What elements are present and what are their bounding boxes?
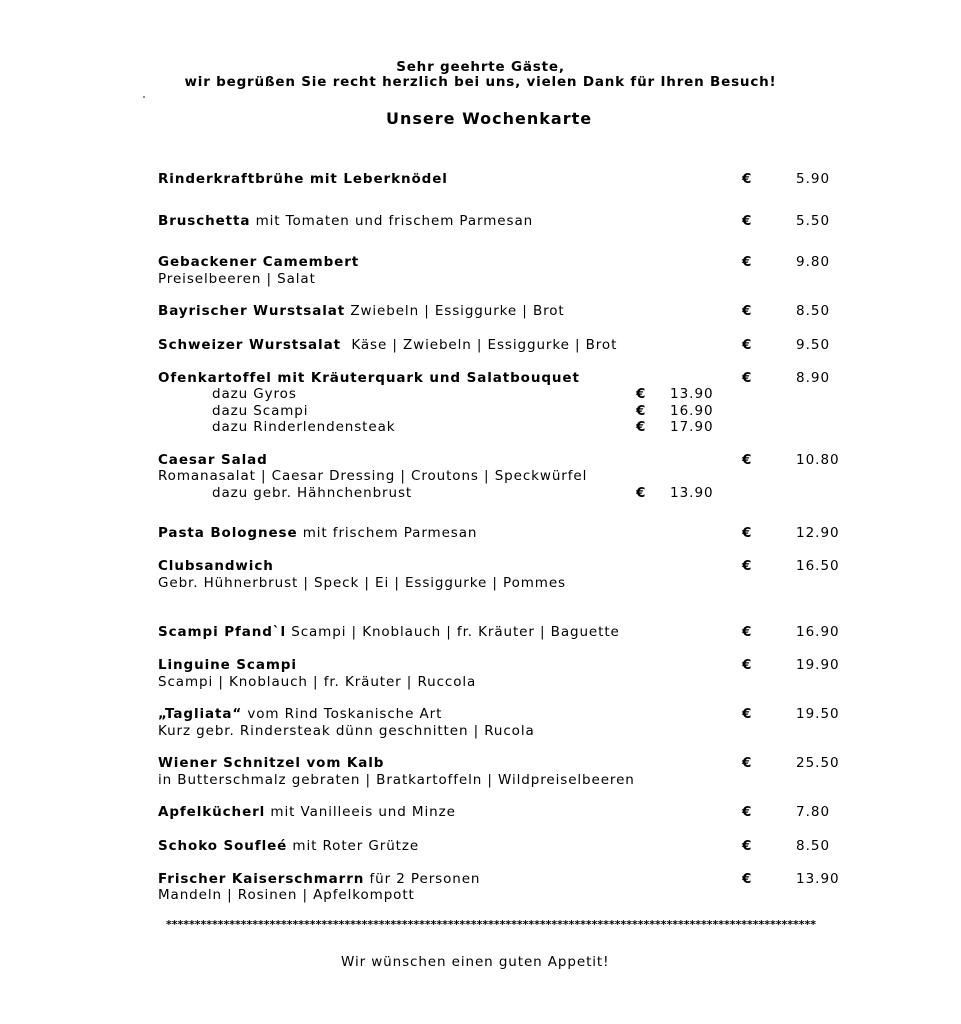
closing-message: Wir wünschen einen guten Appetit!	[341, 954, 610, 970]
extra-price: 16.90	[670, 403, 714, 419]
euro-sign: €	[636, 386, 646, 402]
item-name-rest: mit Vanilleeis und Minze	[265, 804, 456, 820]
euro-sign: €	[742, 303, 752, 319]
euro-sign: €	[636, 403, 646, 419]
page-title: Unsere Wochenkarte	[386, 109, 593, 128]
item-price: 12.90	[796, 525, 840, 541]
item-name: Linguine Scampi	[158, 657, 297, 673]
item-name	[158, 838, 419, 854]
euro-sign: €	[742, 558, 752, 574]
item-name-bold: Bayrischer Wurstsalat	[158, 303, 346, 319]
item-name-rest: für 2 Personen	[364, 871, 481, 887]
item-name-rest: Käse | Zwiebeln | Essiggurke | Brot	[340, 337, 618, 353]
euro-sign: €	[636, 419, 646, 435]
greeting-line-1: Sehr geehrte Gäste,	[396, 59, 565, 75]
item-name-rest: Scampi | Knoblauch | fr. Kräuter | Baguette	[286, 624, 620, 640]
extra-price: 17.90	[670, 419, 714, 435]
extra-label: dazu Gyros	[212, 386, 297, 402]
item-name: Gebackener Camembert	[158, 254, 360, 270]
star-divider: *****************************************************************************************************************	[166, 920, 817, 930]
item-name-rest: mit Tomaten und frischem Parmesan	[250, 213, 534, 229]
euro-sign: €	[742, 171, 752, 187]
item-name: Ofenkartoffel mit Kräuterquark und Salatbouquet	[158, 370, 580, 386]
item-price: 13.90	[796, 871, 840, 887]
euro-sign: €	[742, 624, 752, 640]
item-name	[158, 213, 533, 229]
item-price: 10.80	[796, 452, 840, 468]
item-name-rest: mit frischem Parmesan	[297, 525, 478, 541]
item-description: Kurz gebr. Rindersteak dünn geschnitten | Rucola	[158, 723, 535, 739]
euro-sign: €	[742, 525, 752, 541]
item-description: in Butterschmalz gebraten | Bratkartoffeln | Wildpreiselbeeren	[158, 772, 635, 788]
item-name-bold: Schweizer Wurstsalat	[158, 337, 341, 353]
euro-sign: €	[742, 838, 752, 854]
item-name-bold: Bruschetta	[158, 213, 251, 229]
item-name	[158, 804, 456, 820]
item-name	[158, 871, 480, 887]
item-description: Gebr. Hühnerbrust | Speck | Ei | Essiggurke | Pommes	[158, 575, 566, 591]
extra-price: 13.90	[670, 485, 714, 501]
item-name: Clubsandwich	[158, 558, 274, 574]
item-price: 9.50	[796, 337, 831, 353]
euro-sign: €	[742, 706, 752, 722]
item-price: 7.80	[796, 804, 831, 820]
item-name: Rinderkraftbrühe mit Leberknödel	[158, 171, 448, 187]
euro-sign: €	[742, 254, 752, 270]
euro-sign: €	[742, 370, 752, 386]
item-price: 19.90	[796, 657, 840, 673]
item-name-bold: Apfelkücherl	[158, 804, 266, 820]
extra-label: dazu Rinderlendensteak	[212, 419, 396, 435]
item-description: Preiselbeeren | Salat	[158, 271, 316, 287]
extra-label: dazu Scampi	[212, 403, 309, 419]
item-name	[158, 337, 617, 353]
item-price: 5.50	[796, 213, 831, 229]
stray-dot	[143, 96, 145, 98]
item-price: 25.50	[796, 755, 840, 771]
item-price: 19.50	[796, 706, 840, 722]
item-name-bold: „Tagliata“	[158, 706, 243, 722]
item-name	[158, 706, 442, 722]
item-name-bold: Scampi Pfand`l	[158, 624, 287, 640]
item-name	[158, 624, 620, 640]
euro-sign: €	[742, 452, 752, 468]
item-name: Wiener Schnitzel vom Kalb	[158, 755, 385, 771]
euro-sign: €	[742, 871, 752, 887]
euro-sign: €	[742, 755, 752, 771]
item-name-rest: vom Rind Toskanische Art	[242, 706, 443, 722]
item-price: 8.50	[796, 303, 831, 319]
item-name: Caesar Salad	[158, 452, 268, 468]
item-description: Mandeln | Rosinen | Apfelkompott	[158, 887, 415, 903]
item-price: 8.90	[796, 370, 831, 386]
item-name	[158, 303, 565, 319]
item-description: Scampi | Knoblauch | fr. Kräuter | Ruccola	[158, 674, 477, 690]
euro-sign: €	[742, 213, 752, 229]
item-name-bold: Pasta Bolognese	[158, 525, 298, 541]
item-name-bold: Frischer Kaiserschmarrn	[158, 871, 365, 887]
greeting-line-2: wir begrüßen Sie recht herzlich bei uns, vielen Dank für Ihren Besuch!	[184, 74, 777, 90]
item-description: Romanasalat | Caesar Dressing | Croutons | Speckwürfel	[158, 468, 588, 484]
extra-price: 13.90	[670, 386, 714, 402]
item-name	[158, 525, 477, 541]
item-price: 16.50	[796, 558, 840, 574]
item-name-bold: Schoko Soufleé	[158, 838, 288, 854]
euro-sign: €	[742, 657, 752, 673]
extra-label: dazu gebr. Hähnchenbrust	[212, 485, 413, 501]
item-price: 16.90	[796, 624, 840, 640]
item-price: 8.50	[796, 838, 831, 854]
euro-sign: €	[742, 804, 752, 820]
euro-sign: €	[742, 337, 752, 353]
item-name-rest: mit Roter Grütze	[287, 838, 420, 854]
item-name-rest: Zwiebeln | Essiggurke | Brot	[345, 303, 565, 319]
euro-sign: €	[636, 485, 646, 501]
item-price: 5.90	[796, 171, 831, 187]
item-price: 9.80	[796, 254, 831, 270]
